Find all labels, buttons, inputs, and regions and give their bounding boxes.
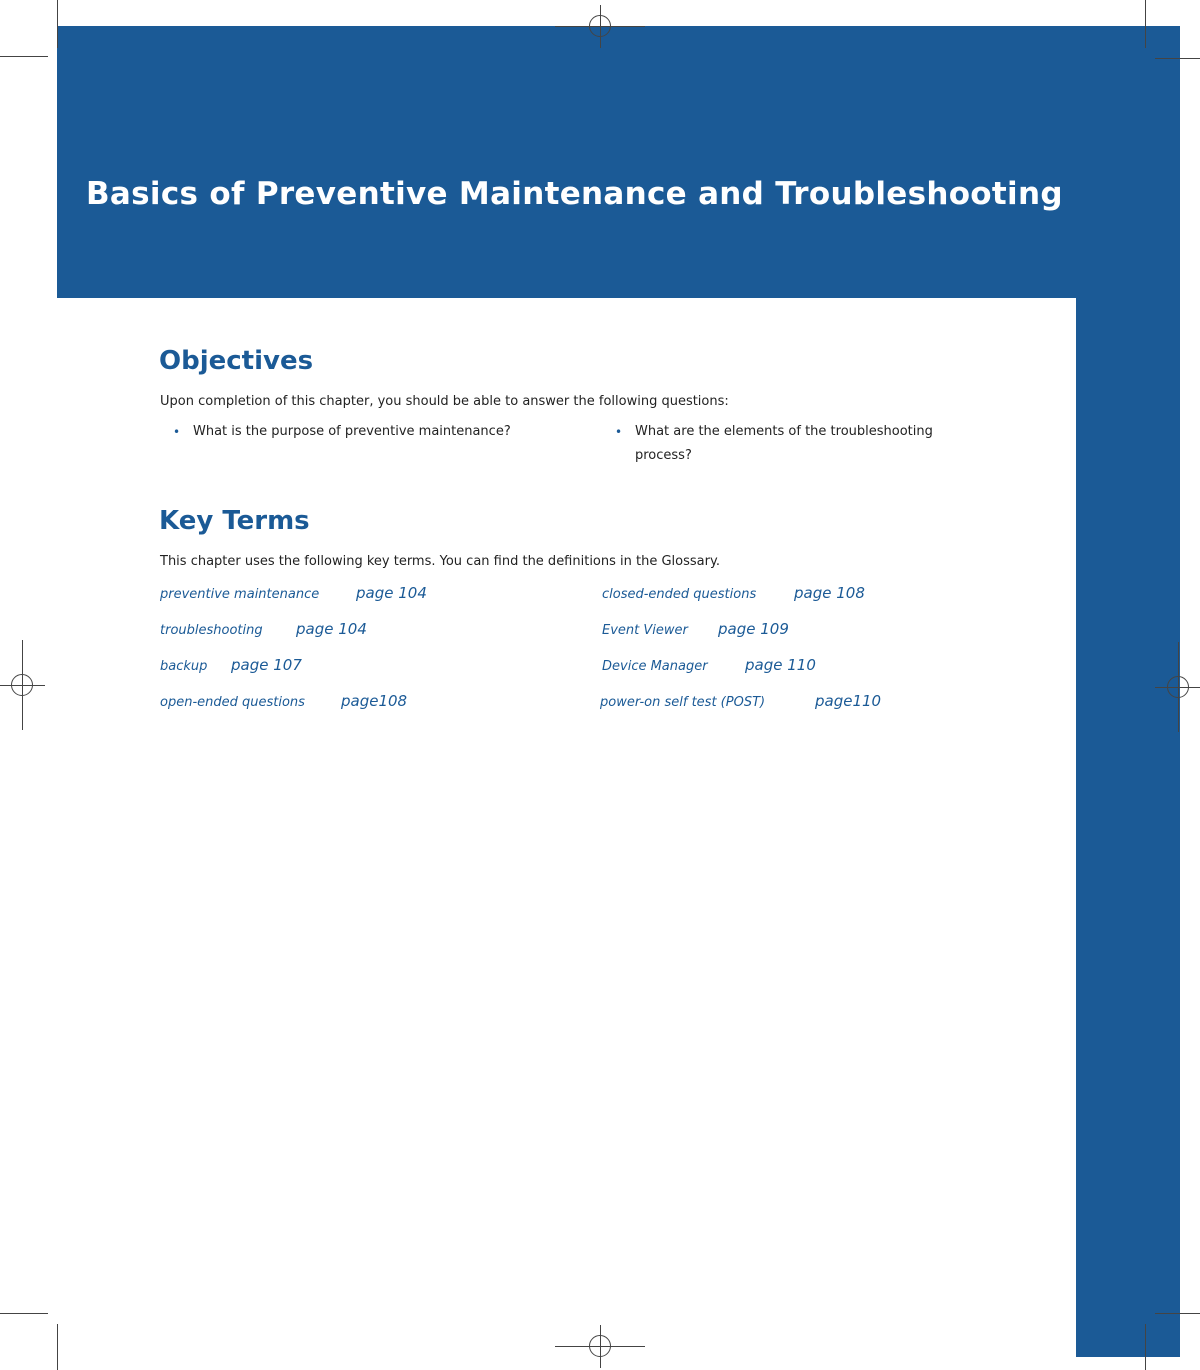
crop-mark: [0, 1313, 48, 1314]
key-term: preventive maintenance: [160, 587, 320, 602]
crop-mark: [1155, 687, 1200, 688]
chapter-title: Basics of Preventive Maintenance and Troubleshooting: [86, 176, 1063, 212]
key-term: backup: [160, 659, 208, 674]
chapter-header-band: [57, 26, 1180, 298]
crop-mark: [1155, 1313, 1200, 1314]
crop-mark: [57, 1324, 58, 1370]
bullet-icon: •: [173, 425, 181, 439]
objectives-heading: Objectives: [159, 346, 314, 376]
objective-text-continued: process?: [635, 448, 692, 463]
objective-item: [173, 420, 511, 444]
crop-mark: [0, 56, 48, 57]
objective-item: [615, 420, 933, 468]
key-term-page: page 104: [356, 584, 427, 602]
key-terms-intro: This chapter uses the following key terms. You can find the definitions in the Glossary.: [160, 554, 720, 569]
key-term: troubleshooting: [160, 623, 263, 638]
crop-mark: [1145, 1324, 1146, 1370]
key-term-page: page110: [815, 692, 882, 710]
crop-mark: [1145, 0, 1146, 48]
key-term-page: page 109: [718, 620, 789, 638]
slug-area-cutout: [57, 0, 524, 26]
crop-mark: [555, 1346, 645, 1347]
key-term: Event Viewer: [602, 623, 688, 638]
objective-text: What is the purpose of preventive maintenance?: [193, 424, 511, 439]
key-term: Device Manager: [602, 659, 708, 674]
key-term: power-on self test (POST): [600, 695, 766, 710]
objective-text: What are the elements of the troubleshooting: [635, 424, 933, 439]
key-term: open-ended questions: [160, 695, 305, 710]
right-margin-band: [1076, 26, 1180, 1357]
crop-mark: [57, 0, 58, 48]
crop-mark: [555, 26, 645, 27]
bullet-icon: •: [615, 425, 623, 439]
key-term-page: page 110: [745, 656, 816, 674]
key-term-page: page108: [341, 692, 408, 710]
key-term: closed-ended questions: [602, 587, 757, 602]
crop-mark: [0, 685, 45, 686]
key-term-page: page 104: [296, 620, 367, 638]
key-term-page: page 107: [231, 656, 302, 674]
crop-mark: [1155, 58, 1200, 59]
key-terms-heading: Key Terms: [159, 506, 310, 536]
objectives-intro: Upon completion of this chapter, you should be able to answer the following questions:: [160, 394, 729, 409]
key-term-page: page 108: [794, 584, 865, 602]
